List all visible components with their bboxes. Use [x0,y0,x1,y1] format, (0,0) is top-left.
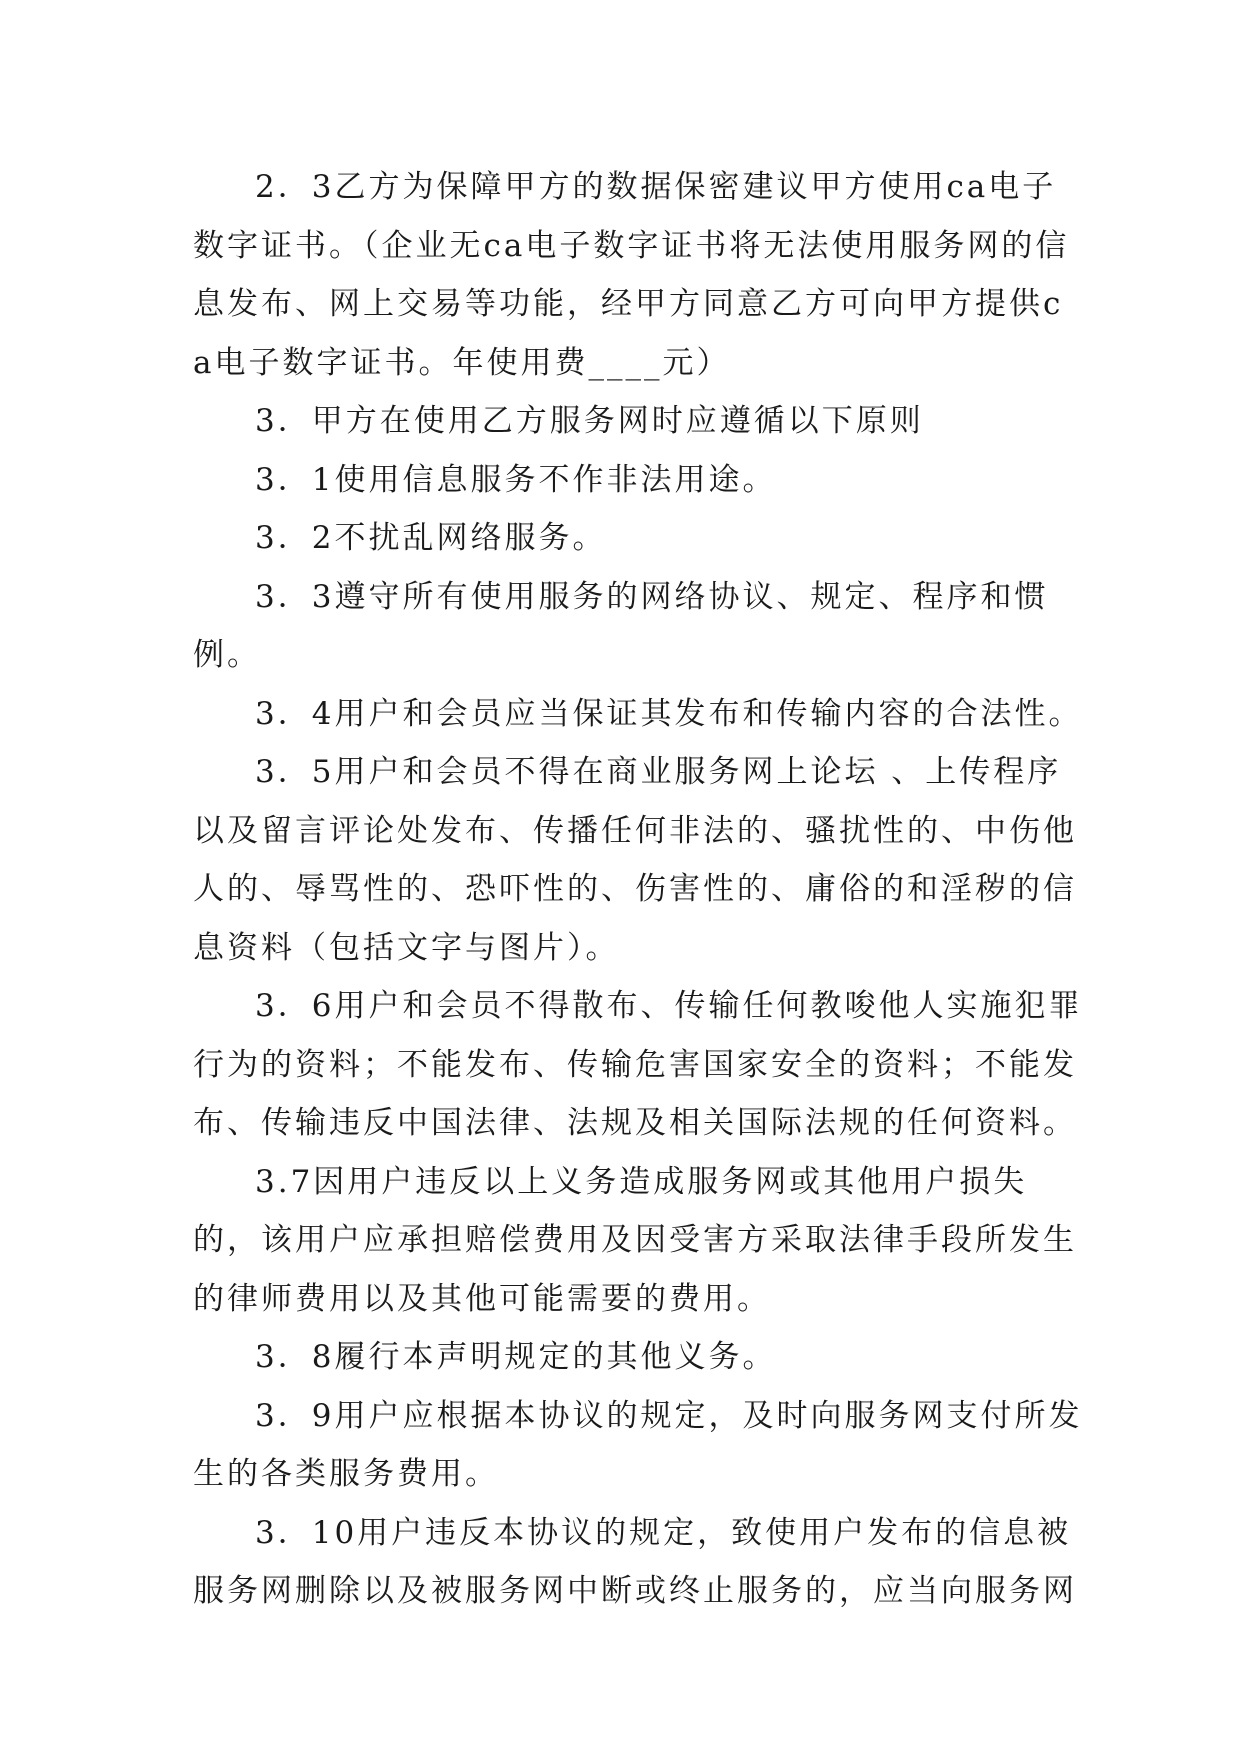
paragraph-3-1: 3．1使用信息服务不作非法用途。 [255,461,777,498]
paragraph-2-3: 2．3乙方为保障甲方的数据保密建议甲方使用ca电子数字证书。（企业无ca电子数字证书将无法使用服务网的信息发布、网上交易等功能，经甲方同意乙方可向甲方提供ca电子数字证书。年使用费____元） [193,169,1070,381]
paragraph-3-10: 3．10用户违反本协议的规定，致使用户发布的信息被服务网删除以及被服务网中断或终止服务的，应当向服务网 [193,1514,1077,1609]
paragraph-3-2: 3．2不扰乱网络服务。 [255,520,607,556]
paragraph-3-7: 3.7因用户违反以上义务造成服务网或其他用户损失的，该用户应承担赔偿费用及因受害方采取法律手段所发生的律师费用以及其他可能需要的费用。 [193,1163,1077,1317]
paragraph-3: 3．甲方在使用乙方服务网时应遵循以下原则 [255,403,924,439]
paragraph-3-4: 3．4用户和会员应当保证其发布和传输内容的合法性。 [255,695,1083,732]
paragraph-3-8: 3．8履行本声明规定的其他义务。 [255,1339,777,1375]
paragraph-3-6: 3．6用户和会员不得散布、传输任何教唆他人实施犯罪行为的资料；不能发布、传输危害国家安全的资料；不能发布、传输违反中国法律、法规及相关国际法规的任何资料。 [193,988,1083,1141]
paragraph-3-5: 3．5用户和会员不得在商业服务网上论坛 、上传程序以及留言评论处发布、传播任何非法的、骚扰性的、中伤他人的、辱骂性的、恐吓性的、伤害性的、庸俗的和淫秽的信息资料（包括文字与图片）。 [193,754,1077,966]
document-body [193,158,1083,1621]
paragraph-3-9: 3．9用户应根据本协议的规定，及时向服务网支付所发生的各类服务费用。 [193,1397,1083,1492]
paragraph-3-3: 3．3遵守所有使用服务的网络协议、规定、程序和惯例。 [193,578,1049,673]
